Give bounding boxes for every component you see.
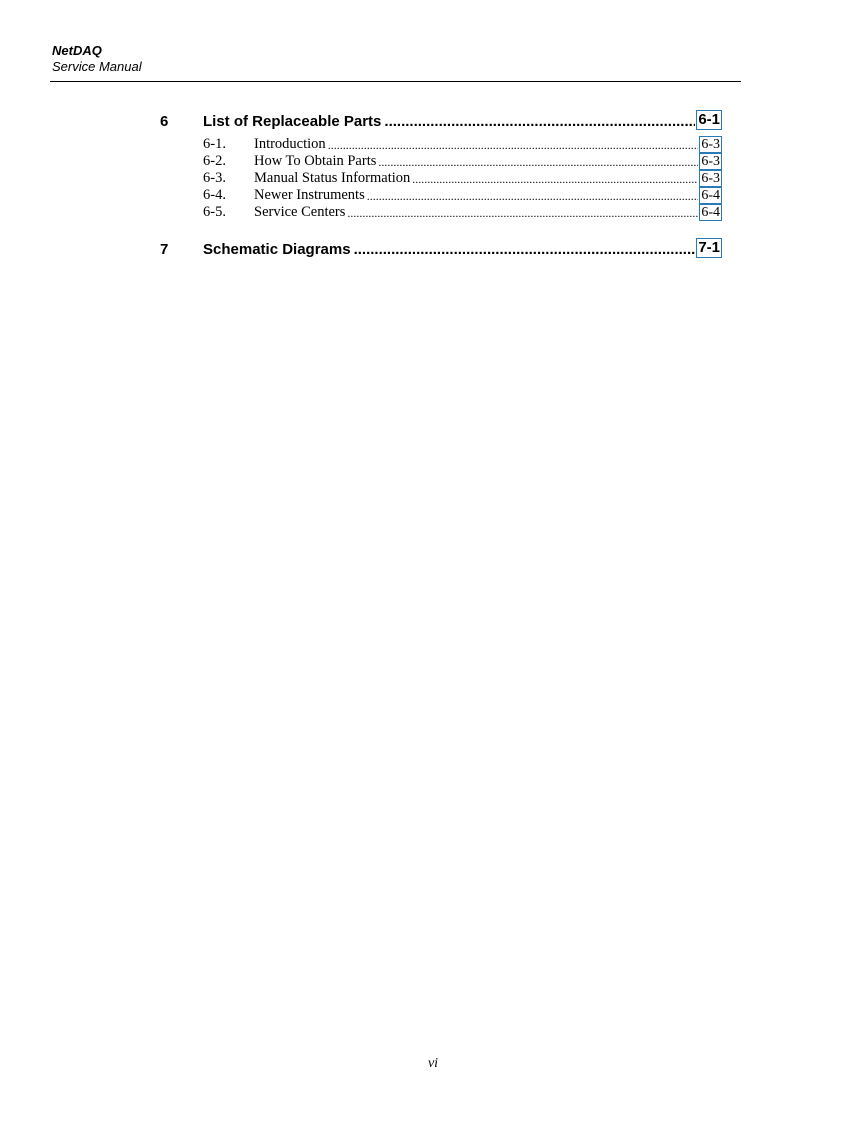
toc-section [203, 187, 722, 204]
header-subtitle: Service Manual [52, 59, 142, 74]
dot-leader [328, 138, 699, 153]
chapter-title: Schematic Diagrams [203, 241, 351, 258]
section-page-link[interactable]: 6-3 [701, 137, 720, 152]
section-number: 6-2. [203, 153, 226, 169]
chapter-page-link[interactable]: 6-1 [698, 111, 720, 128]
dot-leader [378, 155, 698, 170]
dot-leader [384, 113, 695, 130]
section-title: Introduction [254, 136, 326, 152]
header-title: NetDAQ [52, 43, 102, 58]
section-number: 6-5. [203, 204, 226, 220]
dot-leader [347, 206, 698, 221]
toc-section [203, 136, 722, 153]
toc-chapter-7 [160, 236, 722, 258]
chapter-6-sections [203, 136, 722, 221]
header-divider [50, 81, 741, 82]
table-of-contents [160, 108, 722, 258]
section-number: 6-1. [203, 136, 226, 152]
section-page-link[interactable]: 6-4 [701, 205, 720, 220]
dot-leader [367, 189, 699, 204]
section-page-link[interactable]: 6-3 [701, 171, 720, 186]
toc-section [203, 204, 722, 221]
chapter-number: 6 [160, 113, 169, 130]
dot-leader [412, 172, 698, 187]
section-number: 6-4. [203, 187, 226, 203]
toc-section [203, 170, 722, 187]
dot-leader [354, 241, 696, 258]
section-page-link[interactable]: 6-4 [701, 188, 720, 203]
chapter-number: 7 [160, 241, 169, 258]
page-number: vi [427, 1056, 439, 1071]
chapter-title: List of Replaceable Parts [203, 113, 382, 130]
section-title: Service Centers [254, 204, 346, 220]
section-number: 6-3. [203, 170, 226, 186]
running-header [52, 43, 142, 75]
toc-section [203, 153, 722, 170]
toc-chapter-6 [160, 108, 722, 130]
section-title: Manual Status Information [254, 170, 411, 186]
section-page-link[interactable]: 6-3 [701, 154, 720, 169]
section-title: Newer Instruments [254, 187, 365, 203]
chapter-page-link[interactable]: 7-1 [698, 239, 720, 256]
section-title: How To Obtain Parts [254, 153, 377, 169]
